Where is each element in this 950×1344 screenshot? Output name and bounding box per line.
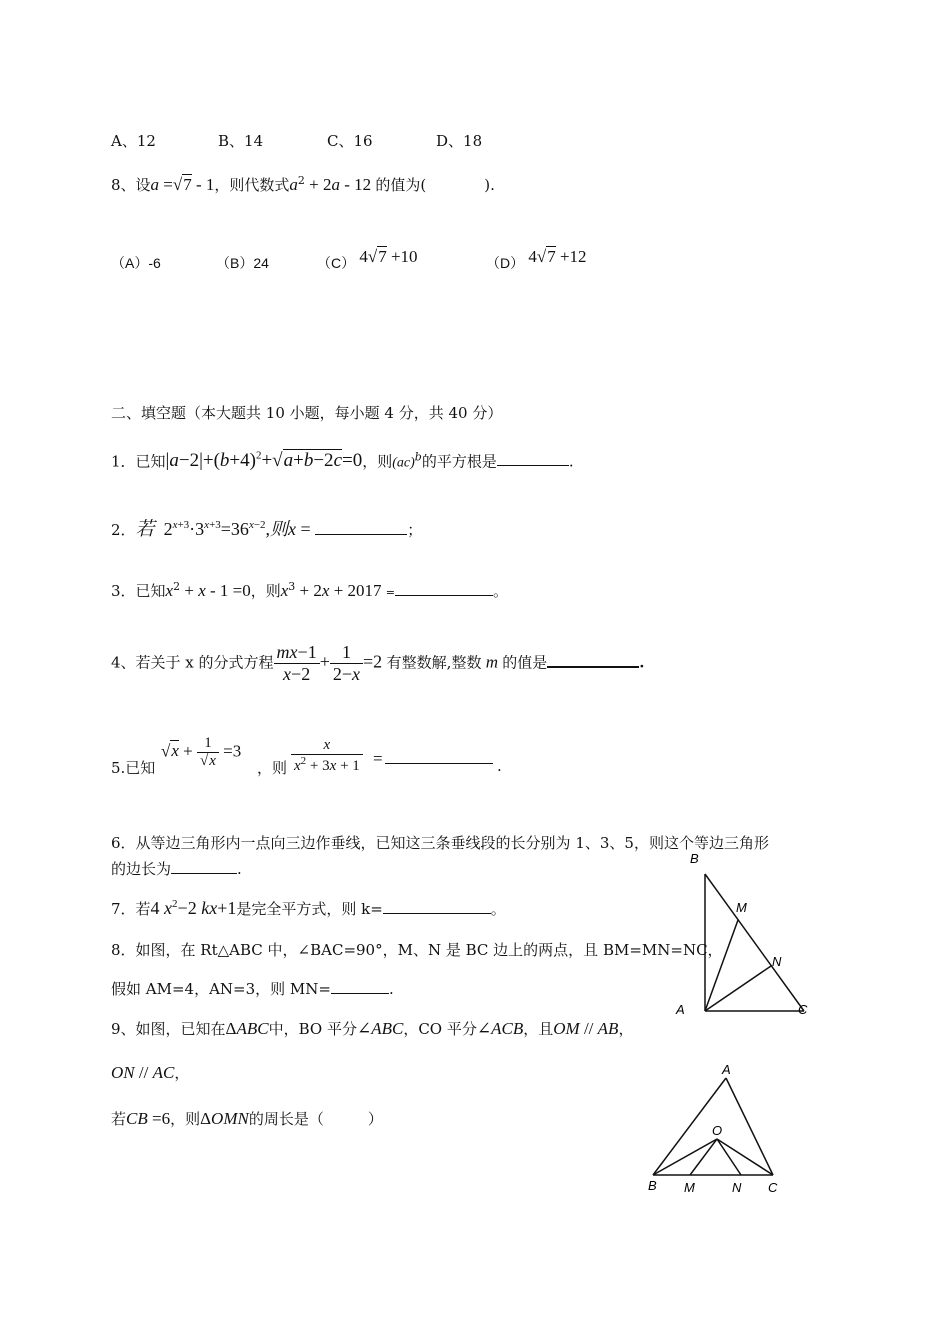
choice-a: A、12	[111, 132, 156, 150]
fill-3: 3．已知$x^2 + x - 1 =0$，则$x^3 + 2x + 2017$ = 。	[111, 580, 509, 600]
fill-8-line2: 假如 AM=4，AN=3，则 MN= .	[111, 980, 394, 998]
q8-options	[111, 247, 587, 273]
figure-right-triangle	[670, 846, 820, 1021]
label-A2: A	[722, 1062, 731, 1077]
q8-equation-a: a	[150, 175, 160, 194]
label-C2: C	[768, 1180, 778, 1195]
q7-choices	[111, 130, 483, 151]
label-A: A	[676, 1002, 685, 1017]
blank-4[interactable]	[547, 666, 639, 668]
fill-5: 5.已知 √x + $\frac{1}{√x}$ =3 ，则 $\frac{x}{x^2 + 3x + 1}$ = .	[111, 735, 502, 777]
blank-3[interactable]	[395, 595, 493, 596]
blank-6[interactable]	[171, 873, 237, 874]
fill-8-line1: 8．如图，在 Rt△ABC 中，∠BAC=90°，M、N 是 BC 边上的两点，且 BM=MN=NC，	[111, 941, 723, 959]
choice-c: C、16	[327, 132, 373, 150]
fill-4: 4、若关于 x 的分式方程 $\frac{mx-1}{x-2}$ + $\frac{1}{2-x}$ =2 有整数解,整数 m 的值是 .	[111, 642, 645, 684]
fill-6-line2: 的边长为 .	[111, 860, 242, 878]
fill-1: 1．已知$|a-2|+(b+4)^2+√a+b-2c=0$，则(ac)$^b$的平方根是 .	[111, 450, 574, 472]
opt-a: （A）-6	[111, 255, 161, 271]
fill-2: 2．若 $2^{x+3}\cdot 3^{x+3}=36^{x-2}$,则x = ；	[111, 518, 423, 540]
fill-9-line1: 9、如图，已知在ΔABC中，BO 平分∠ABC，CO 平分∠ACB，且OM // AB，	[111, 1019, 634, 1038]
label-M2: M	[684, 1180, 695, 1195]
opt-c: （C） 4√7 +10	[317, 247, 418, 271]
section-2-title: 二、填空题（本大题共 10 小题，每小题 4 分，共 40 分）	[111, 404, 503, 422]
blank-1[interactable]	[497, 465, 569, 466]
question-8: 8、设a =√7 - 1，则代数式$a^2 + 2a - 12$ 的值为( ).	[111, 174, 495, 194]
blank-2[interactable]	[315, 534, 407, 535]
opt-d: （D） 4√7 +12	[486, 247, 587, 271]
label-M: M	[736, 900, 747, 915]
triangle-lines	[705, 874, 804, 1011]
label-O: O	[712, 1123, 723, 1138]
label-N2: N	[732, 1180, 742, 1195]
label-C: C	[798, 1002, 808, 1017]
blank-8[interactable]	[331, 993, 389, 994]
blank-5[interactable]	[385, 749, 493, 764]
choice-b: B、14	[218, 132, 264, 150]
label-N: N	[772, 954, 782, 969]
fill-9-line3: 若CB =6，则ΔOMN的周长是（ ）	[111, 1109, 383, 1128]
fill-7: 7．若4 $x^2-2$ kx+1是完全平方式，则 k= 。	[111, 898, 506, 918]
fill-9-line2: ON // AC，	[111, 1063, 190, 1082]
opt-b: （B）24	[216, 255, 269, 271]
blank-7[interactable]	[383, 913, 491, 914]
label-B2: B	[648, 1178, 657, 1193]
label-B: B	[690, 851, 699, 866]
figure-triangle-omn	[640, 1060, 790, 1200]
choice-d: D、18	[436, 132, 483, 150]
fill-6-line1: 6．从等边三角形内一点向三边作垂线，已知这三条垂线段的长分别为 1、3、5，则这个等边三角形	[111, 834, 769, 852]
